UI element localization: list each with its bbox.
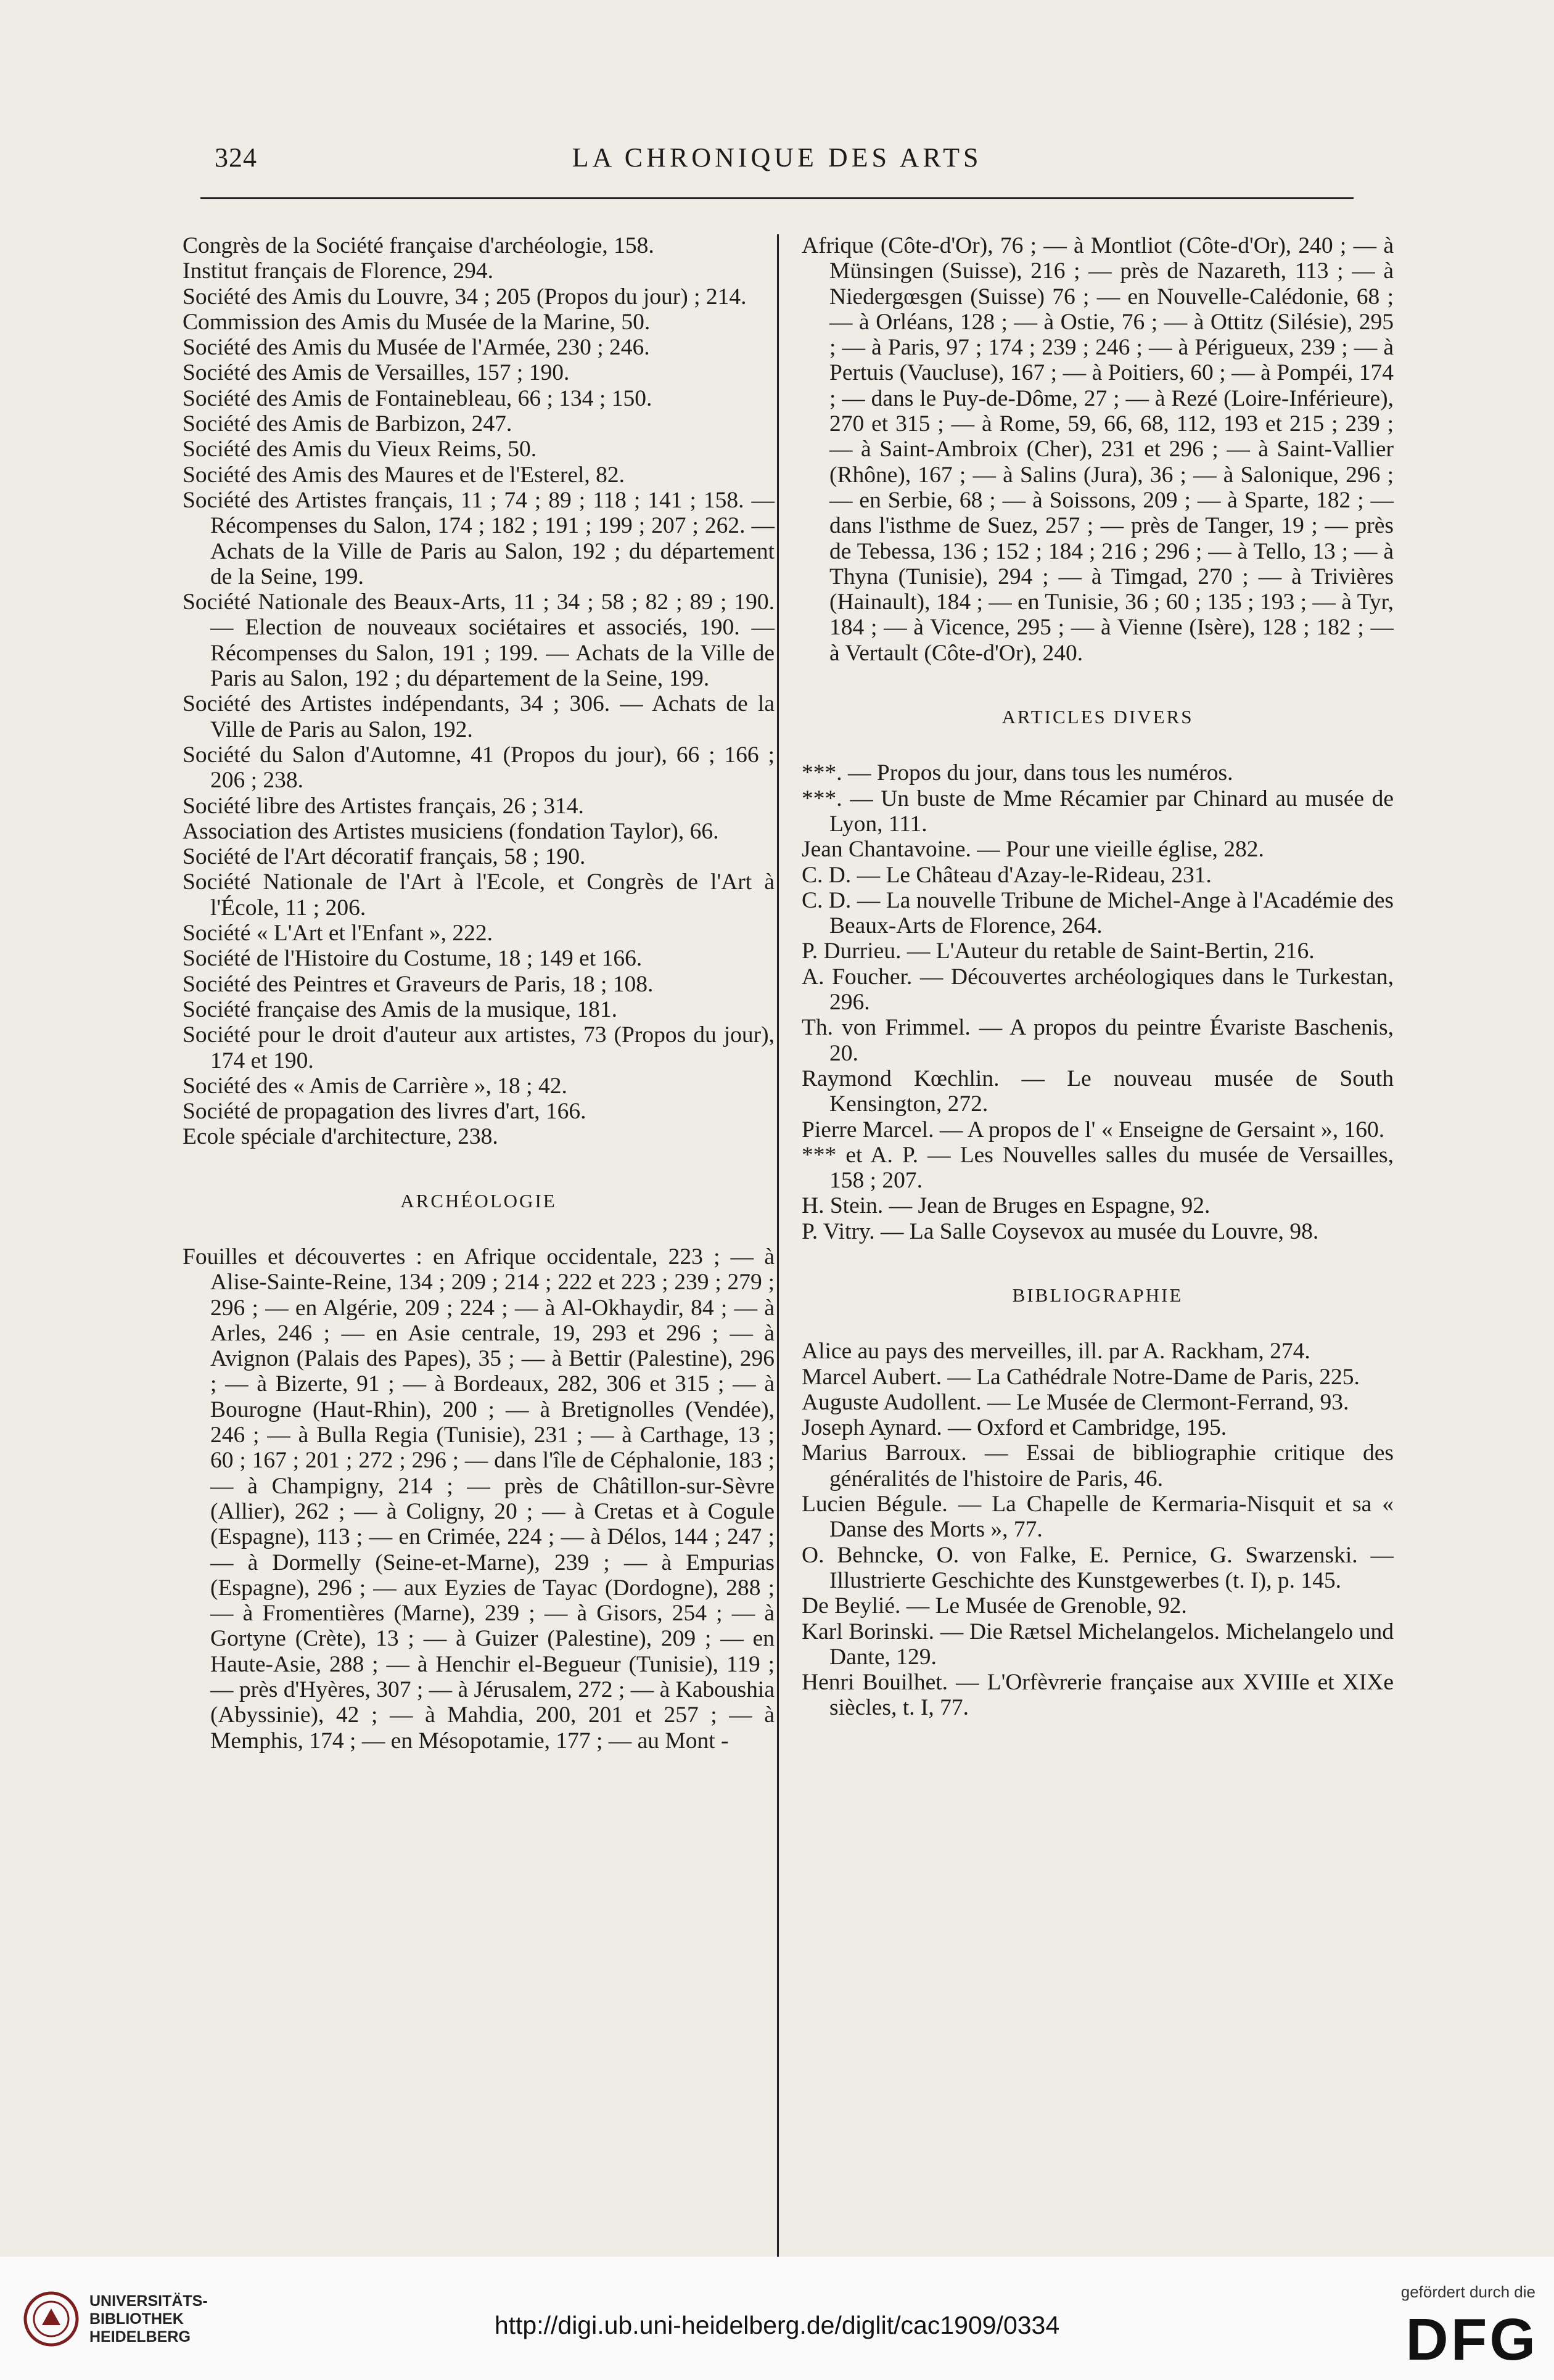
left-entries-list <box>183 233 775 1150</box>
index-entry: C. D. — Le Château d'Azay-le-Rideau, 231. <box>802 862 1212 888</box>
index-entry: Auguste Audollent. — Le Musée de Clermont-Ferrand, 93. <box>802 1389 1349 1415</box>
right-continued-entries <box>802 233 1394 666</box>
index-entry: Commission des Amis du Musée de la Marine, 50. <box>183 309 651 335</box>
index-entry: Société des Artistes français, 11 ; 74 ; 89 ; 118 ; 141 ; 158. — Récompenses du Salon, 174 ; 182 ; 191 ; 199 ; 207 ; 262. — Achats de la Ville de Paris au Salon, 192 ; du département de la Seine, 199. <box>183 487 775 589</box>
index-entry: Société des Amis du Musée de l'Armée, 230 ; 246. <box>183 335 650 361</box>
index-entry: De Beylié. — Le Musée de Grenoble, 92. <box>802 1593 1187 1619</box>
index-entry: Association des Artistes musiciens (fondation Taylor), 66. <box>183 818 719 844</box>
index-entry: Société des Amis de Barbizon, 247. <box>183 411 512 437</box>
column-divider <box>777 234 779 2355</box>
left-column <box>183 233 775 1754</box>
index-entry: P. Durrieu. — L'Auteur du retable de Saint-Bertin, 216. <box>802 938 1315 964</box>
index-entry: Marcel Aubert. — La Cathédrale Notre-Dame de Paris, 225. <box>802 1364 1360 1390</box>
index-entry: Société des Amis de Versailles, 157 ; 190. <box>183 360 570 386</box>
section-title-bibliographie: BIBLIOGRAPHIE <box>1012 1284 1183 1306</box>
archeologie-entries-list <box>183 1244 775 1754</box>
index-entry: Société des Amis de Fontainebleau, 66 ; 134 ; 150. <box>183 385 652 411</box>
header-rule <box>200 197 1354 199</box>
index-entry: H. Stein. — Jean de Bruges en Espagne, 92. <box>802 1193 1211 1219</box>
index-entry: O. Behncke, O. von Falke, E. Pernice, G. Swarzenski. — Illustrierte Geschichte des Kunstgewerbes (t. I), p. 145. <box>802 1542 1394 1593</box>
index-entry: Henri Bouilhet. — L'Orfèvrerie française aux XVIIIe et XIXe siècles, t. I, 77. <box>802 1670 1394 1721</box>
index-entry: Société de l'Art décoratif français, 58 ; 190. <box>183 844 586 870</box>
index-entry: Congrès de la Société française d'archéologie, 158. <box>183 233 654 258</box>
index-entry: Société pour le droit d'auteur aux artistes, 73 (Propos du jour), 174 et 190. <box>183 1022 775 1073</box>
index-entry: Société française des Amis de la musique, 181. <box>183 996 618 1022</box>
index-entry: C. D. — La nouvelle Tribune de Michel-Ange à l'Académie des Beaux-Arts de Florence, 264. <box>802 887 1394 939</box>
page-number: 324 <box>215 142 257 173</box>
index-entry: Société Nationale des Beaux-Arts, 11 ; 34 ; 58 ; 82 ; 89 ; 190. — Election de nouveaux sociétaires et associés, 190. — Récompenses du Salon, 191 ; 199. — Achats de la Ville de Paris au Salon, 192 ; du département de la Seine, 199. <box>183 589 775 692</box>
index-entry: Société des Peintres et Graveurs de Paris, 18 ; 108. <box>183 971 654 997</box>
section-title-archeologie: ARCHÉOLOGIE <box>400 1189 557 1212</box>
page-header <box>0 142 1554 191</box>
index-entry: Lucien Bégule. — La Chapelle de Kermaria-Nisquit et sa « Danse des Morts », 77. <box>802 1492 1394 1543</box>
library-name-line: HEIDELBERG <box>89 2328 191 2345</box>
permalink-url[interactable]: http://digi.ub.uni-heidelberg.de/diglit/cac1909/0334 <box>494 2311 1060 2339</box>
bibliographie-entries-list <box>802 1339 1394 1720</box>
index-entry: *** et A. P. — Les Nouvelles salles du musée de Versailles, 158 ; 207. <box>802 1142 1394 1194</box>
index-entry: A. Foucher. — Découvertes archéologiques dans le Turkestan, 296. <box>802 964 1394 1016</box>
index-entry: Afrique (Côte-d'Or), 76 ; — à Montliot (Côte-d'Or), 240 ; — à Münsingen (Suisse), 216 ; — près de Nazareth, 113 ; — à Niedergœsgen (Suisse) 76 ; — en Nouvelle-Calédonie, 68 ; — à Orléans, 128 ; — à Ostie, 76 ; — à Ottitz (Silésie), 295 ; — à Paris, 97 ; 174 ; 239 ; 246 ; — à Périgueux, 239 ; — à Pertuis (Vaucluse), 167 ; — à Poitiers, 60 ; — à Pompéi, 174 ; — dans le Puy-de-Dôme, 27 ; — à Rezé (Loire-Inférieure), 270 et 315 ; — à Rome, 59, 66, 68, 112, 193 et 215 ; 239 ; — à Saint-Ambroix (Cher), 231 et 296 ; — à Saint-Vallier (Rhône), 167 ; — à Salins (Jura), 36 ; — à Salonique, 296 ; — en Serbie, 68 ; — à Soissons, 209 ; — à Sparte, 182 ; — dans l'isthme de Suez, 257 ; — près de Tanger, 19 ; — près de Tebessa, 136 ; 152 ; 184 ; 216 ; 296 ; — à Tello, 13 ; — à Thyna (Tunisie), 294 ; — à Timgad, 270 ; — à Trivières (Hainault), 184 ; — en Tunisie, 36 ; 60 ; 135 ; 193 ; — à Tyr, 184 ; — à Vicence, 295 ; — à Vienne (Isère), 128 ; 182 ; — à Vertault (Côte-d'Or), 240. <box>802 233 1394 666</box>
index-entry: Société des « Amis de Carrière », 18 ; 42. <box>183 1073 567 1099</box>
index-entry: Société des Artistes indépendants, 34 ; 306. — Achats de la Ville de Paris au Salon, 192. <box>183 691 775 742</box>
index-entry: Ecole spéciale d'architecture, 238. <box>183 1124 498 1150</box>
index-entry: Société Nationale de l'Art à l'Ecole, et Congrès de l'Art à l'École, 11 ; 206. <box>183 869 775 921</box>
index-entry: Jean Chantavoine. — Pour une vieille église, 282. <box>802 837 1264 863</box>
index-entry: Raymond Kœchlin. — Le nouveau musée de South Kensington, 272. <box>802 1065 1394 1117</box>
index-entry: Joseph Aynard. — Oxford et Cambridge, 195. <box>802 1415 1227 1441</box>
funding-caption: gefördert durch die <box>1400 2283 1536 2301</box>
index-entry: Marius Barroux. — Essai de bibliographie critique des généralités de l'histoire de Paris, 46. <box>802 1440 1394 1492</box>
dfg-logo: DFG <box>1405 2307 1538 2373</box>
library-name-line: UNIVERSITÄTS- <box>89 2292 208 2310</box>
library-name-line: BIBLIOTHEK <box>89 2310 184 2328</box>
index-entry: Th. von Frimmel. — A propos du peintre Évariste Baschenis, 20. <box>802 1015 1394 1066</box>
index-entry: Société des Amis du Louvre, 34 ; 205 (Propos du jour) ; 214. <box>183 284 747 310</box>
index-entry: Société des Amis des Maures et de l'Esterel, 82. <box>183 462 625 488</box>
index-entry: Fouilles et découvertes : en Afrique occidentale, 223 ; — à Alise-Sainte-Reine, 134 ; 209 ; 214 ; 222 et 223 ; 239 ; 279 ; 296 ; — en Algérie, 209 ; 224 ; — à Al-Okhaydir, 84 ; — à Arles, 246 ; — en Asie centrale, 19, 293 et 296 ; — à Avignon (Palais des Papes), 35 ; — à Bettir (Palestine), 296 ; — à Bizerte, 91 ; — à Bordeaux, 282, 306 et 315 ; — à Bourogne (Haut-Rhin), 200 ; — à Bretignolles (Vendée), 246 ; — à Bulla Regia (Tunisie), 231 ; — à Carthage, 13 ; 60 ; 167 ; 201 ; 272 ; 296 ; — dans l'île de Céphalonie, 183 ; — à Champigny, 214 ; — près de Châtillon-sur-Sèvre (Allier), 262 ; — à Coligny, 20 ; — à Cretas et à Cogule (Espagne), 113 ; — en Crimée, 224 ; — à Délos, 144 ; 247 ; — à Dormelly (Seine-et-Marne), 239 ; — à Empurias (Espagne), 296 ; — aux Eyzies de Tayac (Dordogne), 288 ; — à Fromentières (Marne), 239 ; — à Gisors, 254 ; — à Gortyne (Crète), 13 ; — à Guizer (Palestine), 209 ; — en Haute-Asie, 288 ; — à Henchir el-Begueur (Tunisie), 119 ; — près d'Hyères, 307 ; — à Jérusalem, 272 ; — à Kaboushia (Abyssinie), 42 ; — à Mahdia, 200, 201 et 257 ; — à Memphis, 174 ; — en Mésopotamie, 177 ; — au Mont - <box>183 1244 775 1754</box>
index-entry: Société « L'Art et l'Enfant », 222. <box>183 921 493 946</box>
section-title-articles: ARTICLES DIVERS <box>1001 706 1194 728</box>
index-entry: Société de l'Histoire du Costume, 18 ; 149 et 166. <box>183 946 643 972</box>
index-entry: ***. — Un buste de Mme Récamier par Chinard au musée de Lyon, 111. <box>802 786 1394 837</box>
running-title: LA CHRONIQUE DES ARTS <box>572 142 982 173</box>
index-entry: Société du Salon d'Automne, 41 (Propos du jour), 66 ; 166 ; 206 ; 238. <box>183 742 775 794</box>
index-entry: Société de propagation des livres d'art, 166. <box>183 1099 586 1125</box>
articles-entries-list <box>802 760 1394 1244</box>
footer-bar <box>0 2257 1554 2380</box>
index-entry: P. Vitry. — La Salle Coysevox au musée du Louvre, 98. <box>802 1218 1319 1244</box>
index-entry: Institut français de Florence, 294. <box>183 258 494 284</box>
index-entry: Pierre Marcel. — A propos de l' « Enseigne de Gersaint », 160. <box>802 1117 1385 1143</box>
index-entry: Alice au pays des merveilles, ill. par A. Rackham, 274. <box>802 1339 1310 1364</box>
index-entry: Société des Amis du Vieux Reims, 50. <box>183 437 537 462</box>
right-column <box>802 233 1394 1721</box>
index-entry: Société libre des Artistes français, 26 ; 314. <box>183 793 584 819</box>
index-entry: ***. — Propos du jour, dans tous les numéros. <box>802 760 1233 786</box>
index-entry: Karl Borinski. — Die Rætsel Michelangelos. Michelangelo und Dante, 129. <box>802 1619 1394 1670</box>
